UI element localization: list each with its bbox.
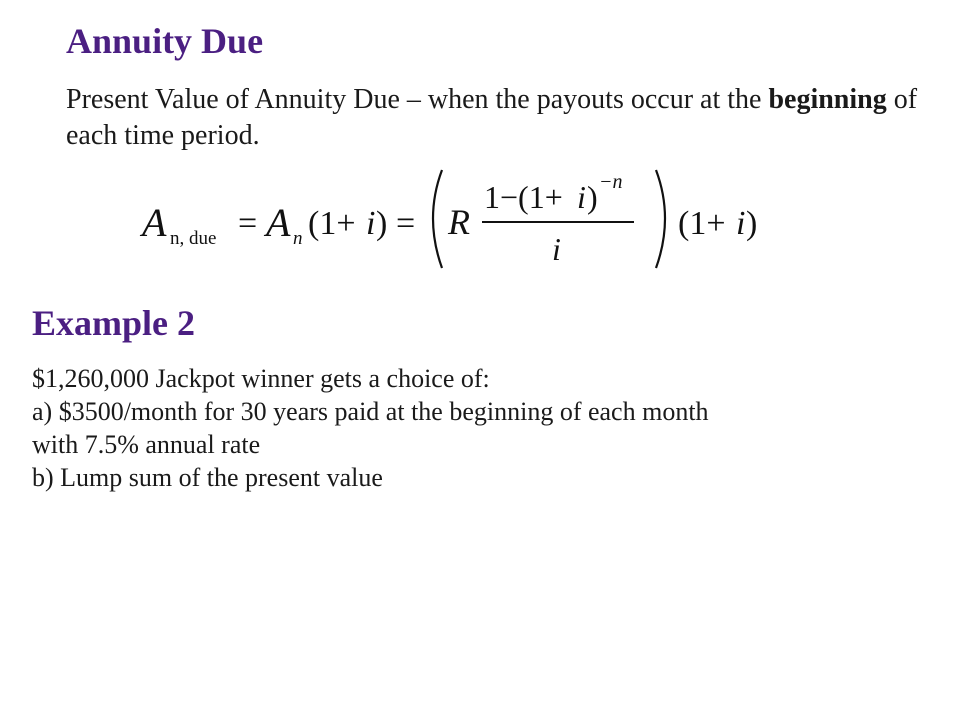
intro-text — [66, 82, 946, 154]
intro-text-start: Present Value of Annuity Due – when the payouts occur at the — [66, 84, 769, 115]
formula-equals-1: = — [238, 205, 258, 242]
formula-big-right-paren — [656, 170, 665, 268]
example-line: $1,260,000 Jackpot winner gets a choice of: — [32, 364, 490, 393]
example-line: b) Lump sum of the present value — [32, 463, 383, 492]
formula-big-left-paren — [433, 170, 442, 268]
annuity-due-formula — [138, 160, 778, 280]
example-title: Example 2 — [32, 303, 196, 343]
formula-r: R — [448, 202, 470, 242]
formula-tail-close: ) — [746, 205, 758, 242]
formula-equals-2: = — [396, 205, 416, 242]
example-line: a) $3500/month for 30 years paid at the beginning of each month — [32, 397, 709, 426]
formula-mid-i: i — [366, 205, 376, 242]
formula-lhs-subscript: n, due — [170, 228, 217, 249]
formula-numerator-i: i — [577, 179, 586, 215]
example-lines — [32, 362, 952, 494]
formula-exponent: −n — [599, 171, 623, 193]
formula-mid-factor: (1+ — [308, 205, 356, 242]
example-line: with 7.5% annual rate — [32, 430, 261, 459]
formula-mid-symbol: A — [266, 200, 291, 245]
formula-numerator: 1−(1+ — [484, 179, 563, 215]
formula-lhs-symbol: A — [142, 200, 167, 245]
slide-title: Annuity Due — [66, 21, 264, 61]
formula-mid-close: ) — [376, 205, 388, 242]
formula-tail-i: i — [736, 205, 746, 242]
formula-tail-factor: (1+ — [678, 205, 726, 242]
formula-denominator: i — [552, 231, 561, 267]
formula-mid-subscript: n — [293, 228, 303, 249]
intro-text-end: of each time period. — [66, 84, 918, 151]
intro-text-bold: beginning — [768, 84, 887, 115]
formula-numerator-close: ) — [587, 179, 598, 215]
